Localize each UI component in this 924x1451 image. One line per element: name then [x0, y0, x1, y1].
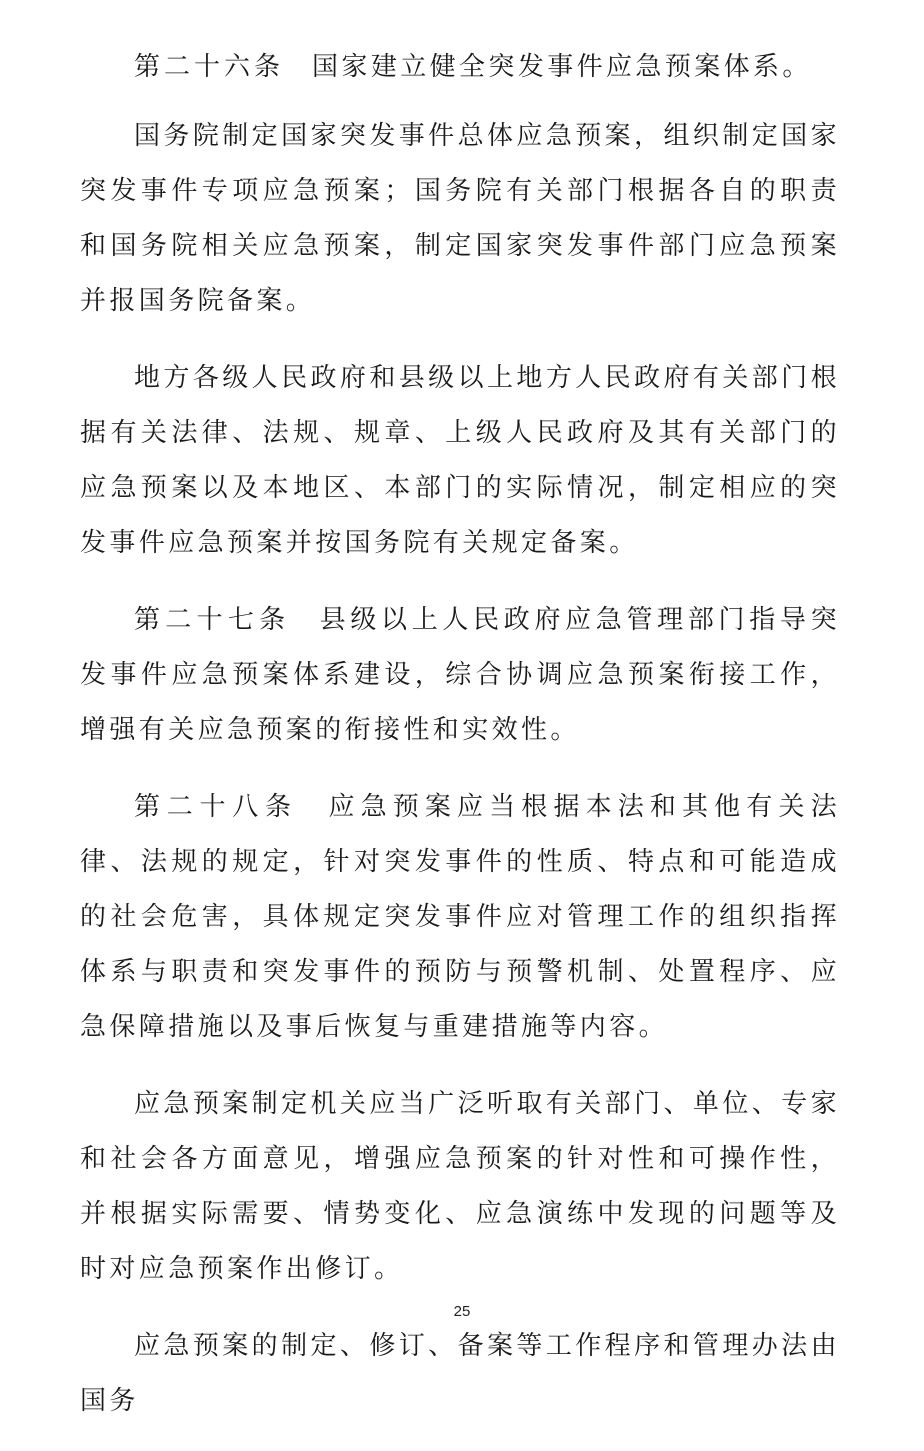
- article-28-heading: 第二十八条: [134, 792, 298, 822]
- paragraph-text: 应急预案制定机关应当广泛听取有关部门、单位、专家和社会各方面意见，增强应急预案的针对性和可操作性，并根据实际需要、情势变化、应急演练中发现的问题等及时对应急预案作出修订。: [80, 1089, 840, 1284]
- paragraph-state-council-plans: [80, 109, 840, 329]
- article-28-text: 应急预案应当根据本法和其他有关法律、法规的规定，针对突发事件的性质、特点和可能造成的社会危害，具体规定突发事件应对管理工作的组织指挥体系与职责和突发事件的预防与预警机制、处置程序、应急保障措施以及事后恢复与重建措施等内容。: [80, 792, 840, 1042]
- paragraph-text: 国务院制定国家突发事件总体应急预案，组织制定国家突发事件专项应急预案；国务院有关部门根据各自的职责和国务院相关应急预案，制定国家突发事件部门应急预案并报国务院备案。: [80, 121, 840, 316]
- paragraph-text: 应急预案的制定、修订、备案等工作程序和管理办法由国务: [80, 1331, 840, 1416]
- paragraph-plan-procedures: [80, 1319, 840, 1429]
- article-28-paragraph: [80, 780, 840, 1055]
- paragraph-local-government-plans: [80, 351, 840, 571]
- body-text: [80, 40, 840, 1451]
- paragraph-text: 地方各级人民政府和县级以上地方人民政府有关部门根据有关法律、法规、规章、上级人民政府及其有关部门的应急预案以及本地区、本部门的实际情况，制定相应的突发事件应急预案并按国务院有关规定备案。: [80, 363, 840, 558]
- article-26-text: 国家建立健全突发事件应急预案体系。: [312, 52, 812, 82]
- article-26-heading: 第二十六条: [134, 52, 285, 82]
- article-26-paragraph: [80, 40, 840, 95]
- article-27-text: 县级以上人民政府应急管理部门指导突发事件应急预案体系建设，综合协调应急预案衔接工作，增强有关应急预案的衔接性和实效性。: [80, 605, 840, 745]
- article-27-paragraph: [80, 593, 840, 758]
- page-number: 25: [453, 1303, 471, 1320]
- paragraph-plan-revision: [80, 1077, 840, 1297]
- article-27-heading: 第二十七条: [134, 605, 291, 635]
